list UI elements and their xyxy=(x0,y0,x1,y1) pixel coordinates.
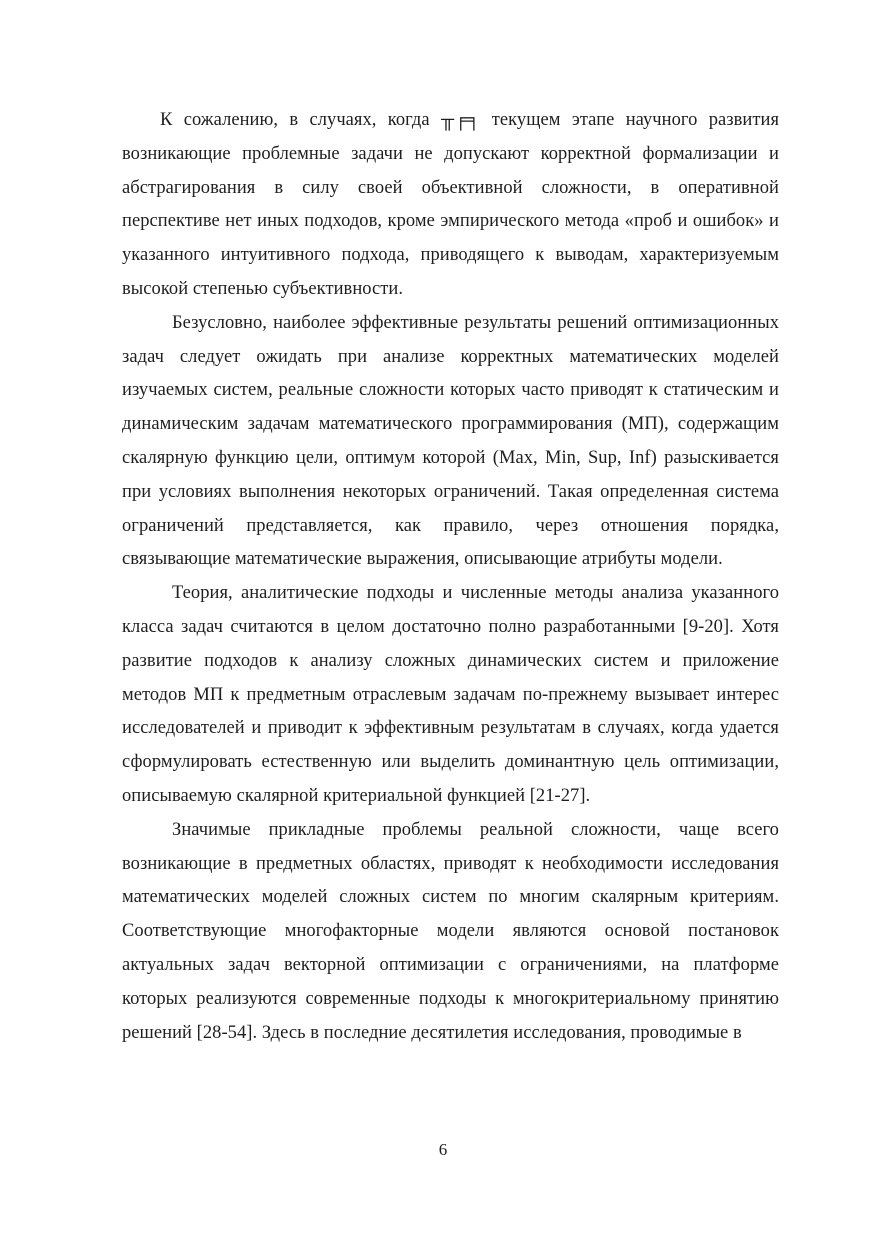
page-number: 6 xyxy=(438,1140,448,1159)
paragraph-3: Теория, аналитические подходы и численные методы анализа указанного класса задач считаются в целом достаточно полно разработанными [9-20]. Хотя развитие подходов к анализу сложных динамических систем и приложение методов МП к предметным отраслевым задачам по-прежнему вызывает интерес исследователей и приводит к эффективным результатам в случаях, когда удается сформулировать естественную или выделить доминантную цель оптимизации, описываемую скалярной критериальной функцией [21-27]. xyxy=(122,583,779,806)
body-text xyxy=(122,104,779,1050)
paragraph-2: Безусловно, наиболее эффективные результаты решений оптимизационных задач следует ожидать при анализе корректных математических моделей изучаемых систем, реальные сложности которых часто приводят к статическим и динамическим задачам математического программирования (МП), содержащим скалярную функцию цели, оптимум которой (Max, Min, Sup, Inf) разыскивается при условиях выполнения некоторых ограничений. Такая определенная система ограничений представляется, как правило, через отношения порядка, связывающие математические выражения, описывающие атрибуты модели. xyxy=(122,312,779,570)
paragraph-4: Значимые прикладные проблемы реальной сложности, чаще всего возникающие в предметных областях, приводят к необходимости исследования математических моделей сложных систем по многим скалярным критериям. Соответствующие многофакторные модели являются основой постановок актуальных задач векторной оптимизации с ограничениями, на платформе которых реализуются современные подходы к многокритериальному принятию решений [28-54]. Здесь в последние десятилетия исследования, проводимые в xyxy=(122,819,779,1043)
paragraph-1: К сожалению, в случаях, когда ╥╒╕ текущем этапе научного развития возникающие проблемные задачи не допускают корректной формализации и абстрагирования в силу своей объективной сложности, в оперативной перспективе нет иных подходов, кроме эмпирического метода «проб и ошибок» и указанного интуитивного подхода, приводящего к выводам, характеризуемым высокой степенью субъективности. xyxy=(122,110,779,299)
